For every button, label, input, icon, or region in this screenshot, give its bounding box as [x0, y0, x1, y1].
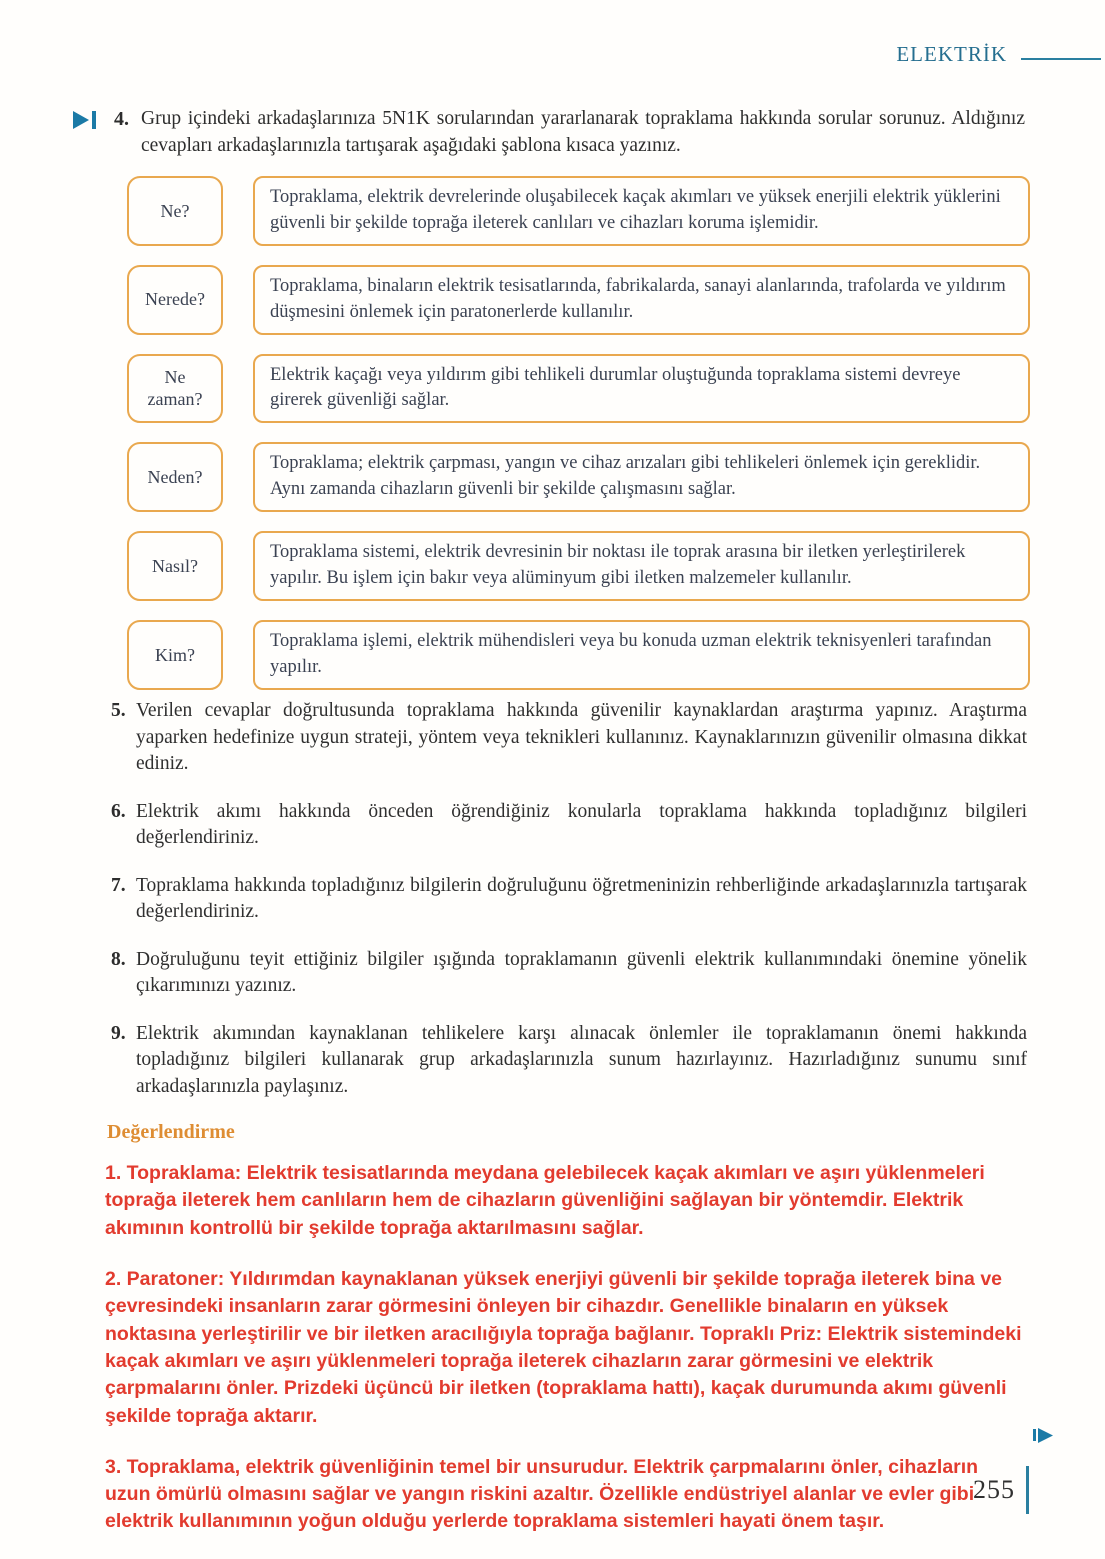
- 5n1k-template-table: [127, 176, 1030, 709]
- answer-box: [253, 620, 1030, 690]
- list-item-text: Verilen cevaplar doğrultusunda topraklama hakkında güvenilir kaynaklardan araştırma yapınız. Araştırma yaparken hedefinize uygun strateji, yöntem veya teknikleri kullanınız. Kaynaklarınızın güvenilir olmasına dikkat ediniz.: [136, 700, 1027, 775]
- page-number-block: [973, 1466, 1029, 1514]
- activity-item-6: [105, 799, 1027, 852]
- answer-text: Topraklama işlemi, elektrik mühendisleri veya bu konuda uzman elektrik teknisyenleri tarafından yapılır.: [270, 630, 992, 677]
- activity-item-9: [105, 1021, 1027, 1101]
- list-number: 4.: [114, 108, 129, 130]
- answer-text: Topraklama, binaların elektrik tesisatlarında, fabrikalarda, sanayi alanlarında, trafolarda ve yıldırım düşmesini önlemek için paratonerlerde kullanılır.: [270, 275, 1006, 322]
- table-row: [127, 265, 1030, 335]
- evaluation-answer-1: 1. Topraklama: Elektrik tesisatlarında meydana gelebilecek kaçak akımları ve aşırı yüklenmeleri toprağa ileterek hem canlıların hem de cihazların güvenliğini sağlayan bir yöntemdir. Elektrik akımının kontrollü bir şekilde toprağa aktarılmasını sağlar.: [105, 1162, 985, 1239]
- activity-item-8: [105, 947, 1027, 1000]
- answer-text: Topraklama, elektrik devrelerinde oluşabilecek kaçak akımları ve yüksek enerjili elektrik yüklerini güvenli bir şekilde toprağa ileterek canlıları ve cihazları koruma işlemidir.: [270, 187, 1001, 233]
- question-label-box: Kim?: [127, 620, 223, 690]
- chapter-title: ELEKTRİK: [896, 42, 1007, 66]
- instructions-section: [105, 698, 1027, 1559]
- table-row: [127, 176, 1030, 246]
- bar-play-continue-icon: [1033, 1428, 1053, 1448]
- list-item-text: Topraklama hakkında topladığınız bilgilerin doğruluğunu öğretmeninizin rehberliğinde arkadaşlarınızla tartışarak değerlendiriniz.: [136, 874, 1027, 923]
- list-number: 7.: [111, 874, 126, 896]
- question-label-box: Ne?: [127, 176, 223, 246]
- evaluation-answer-2: 2. Paratoner: Yıldırımdan kaynaklanan yüksek enerjiyi güvenli bir şekilde toprağa ileterek bina ve çevresindeki insanların zarar görmesini önleyen bir cihazdır. Genellikle binaların en yüksek noktasına yerleştirilir ve bir iletken aracılığıyla toprağa bağlanır. Topraklı Priz: Elektrik sistemindeki kaçak akımları ve aşırı yüklenmeleri toprağa ileterek cihazların zarar görmesini ve elektrik çarpmalarını önler. Prizdeki üçüncü bir iletken (topraklama hattı), kaçak durumunda akımı güvenli şekilde toprağa aktarır.: [105, 1268, 1022, 1427]
- answer-text: Topraklama; elektrik çarpması, yangın ve cihaz arızaları gibi tehlikeleri önlemek için gereklidir. Aynı zamanda cihazların güvenli bir şekilde çalışmasını sağlar.: [270, 453, 981, 500]
- answer-text: Elektrik kaçağı veya yıldırım gibi tehlikeli durumlar oluştuğunda topraklama sistemi devreye girerek güvenliği sağlar.: [270, 364, 961, 411]
- evaluation-answer-3: 3. Topraklama, elektrik güvenliğinin temel bir unsurudur. Elektrik çarpmalarını önler, cihazların uzun ömürlü olmasını sağlar ve yangın riskini azaltır. Özellikle endüstriyel alanlar ve evler gibi elektrik kullanımının yoğun olduğu yerlerde topraklama sistemleri hayati önem taşır.: [105, 1455, 979, 1533]
- list-item-text: Grup içindeki arkadaşlarınıza 5N1K sorularından yararlanarak topraklama hakkında sorular sorunuz. Aldığınız cevapları arkadaşlarınızla tartışarak aşağıdaki şablona kısaca yazınız.: [141, 108, 1025, 156]
- list-item-text: Elektrik akımından kaynaklanan tehlikelere karşı alınacak önlemler ile topraklamanın önemi hakkında topladığınız bilgileri kullanarak grup arkadaşlarınızla sunum hazırlayınız. Hazırladığınız sunumu sınıf arkadaşlarınızla paylaşınız.: [136, 1022, 1027, 1097]
- list-number: 8.: [111, 948, 126, 970]
- activity-item-5: [105, 698, 1027, 778]
- activity-item-7: [105, 873, 1027, 926]
- page-header: [896, 42, 1105, 67]
- page-number: 255: [973, 1475, 1015, 1504]
- header-rule: [1021, 58, 1101, 60]
- answer-box: [253, 442, 1030, 512]
- activity-item-4: [73, 106, 1025, 160]
- answer-box: [253, 176, 1030, 246]
- answer-box: [253, 265, 1030, 335]
- answer-box: [253, 531, 1030, 601]
- list-number: 5.: [111, 700, 126, 721]
- page-number-rule: [1026, 1466, 1029, 1514]
- table-row: [127, 354, 1030, 424]
- question-label-box: Nerede?: [127, 265, 223, 335]
- evaluation-heading: Değerlendirme: [107, 1121, 235, 1144]
- question-label-box: Neden?: [127, 442, 223, 512]
- list-item-text: Elektrik akımı hakkında önceden öğrendiğiniz konularla topraklama hakkında topladığınız bilgileri değerlendiriniz.: [136, 800, 1027, 849]
- table-row: [127, 442, 1030, 512]
- question-label-box: Nasıl?: [127, 531, 223, 601]
- table-row: [127, 620, 1030, 690]
- answer-box: [253, 354, 1030, 424]
- list-number: 6.: [111, 800, 126, 822]
- answer-text: Topraklama sistemi, elektrik devresinin bir noktası ile toprak arasına bir iletken yerleştirilerek yapılır. Bu işlem için bakır veya alüminyum gibi iletken malzemeler kullanılır.: [270, 542, 966, 589]
- question-label-box: Ne zaman?: [127, 354, 223, 424]
- table-row: [127, 531, 1030, 601]
- play-bar-marker-icon: [73, 110, 100, 135]
- list-number: 9.: [111, 1022, 126, 1044]
- list-item-text: Doğruluğunu teyit ettiğiniz bilgiler ışığında topraklamanın güvenli elektrik kullanımındaki önemine yönelik çıkarımınızı yazınız.: [136, 948, 1027, 997]
